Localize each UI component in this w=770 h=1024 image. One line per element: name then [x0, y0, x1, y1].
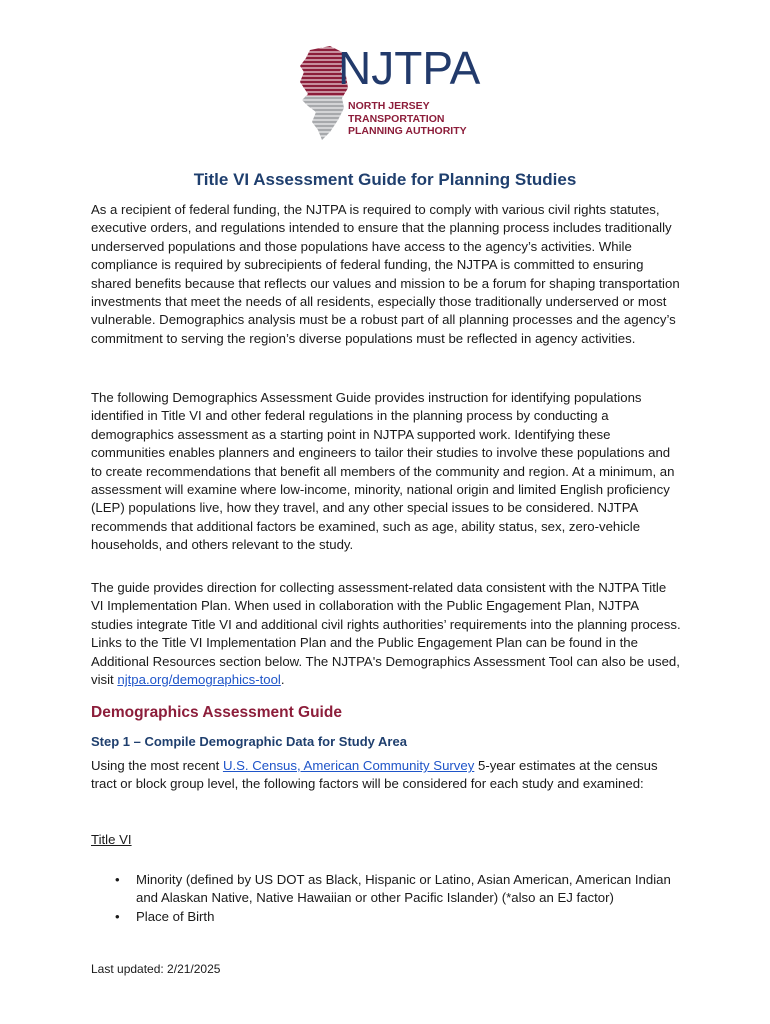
page-title: Title VI Assessment Guide for Planning Studies	[193, 170, 577, 189]
last-updated-footer: Last updated: 2/21/2025	[91, 962, 221, 976]
section-heading: Demographics Assessment Guide	[91, 704, 342, 721]
paragraph-end: .	[280, 672, 285, 688]
paragraph-text: The guide provides direction for collecting assessment-related data consistent with the NJTPA Title VI Implementation Plan. When used in collaboration with the Public Engagement Plan, NJTPA studies integrate Title VI and additional civil rights authorities’ requirements into the planning process. Links to the Title VI Implementation Plan and the Public Engagement Plan can be found in the Additional Resources section below. The NJTPA's Demographics Assessment Tool can also be used, visit	[91, 580, 681, 688]
step-text-pre: Using the most recent	[91, 758, 223, 773]
step-paragraph	[91, 757, 681, 794]
census-acs-link[interactable]: U.S. Census, American Community Survey	[222, 758, 475, 773]
list-item	[91, 871, 691, 908]
bullet-icon: •	[115, 908, 120, 924]
factor-list	[91, 871, 691, 926]
logo-subtitle	[348, 100, 488, 138]
list-item	[91, 908, 691, 926]
step-text-post: 5-year estimates at the census tract or block group level, the following factors will be considered for each study and examined:	[91, 758, 658, 792]
guide-direction-paragraph	[91, 579, 681, 689]
logo-wordmark: NJTPA	[338, 42, 481, 94]
logo-subtitle-line: PLANNING AUTHORITY	[348, 125, 467, 137]
bullet-icon: •	[115, 872, 120, 887]
logo-subtitle-line: NORTH JERSEY	[348, 100, 430, 112]
step-heading: Step 1 – Compile Demographic Data for Study Area	[91, 734, 407, 749]
demographics-tool-link[interactable]: njtpa.org/demographics-tool	[117, 672, 281, 688]
logo-subtitle-line: TRANSPORTATION	[348, 112, 445, 125]
intro-paragraph: As a recipient of federal funding, the NJTPA is required to comply with various civil rights statutes, executive orders, and regulations intended to ensure that the planning process includes traditionally underserved populations and those populations have access to the agency’s activities. While compliance is required by subrecipients of federal funding, the NJTPA is committed to ensuring shared benefits because that reflects our values and mission to be a forum for shaping transportation investments that meet the needs of all residents, especially those traditionally underserved or most vulnerable. Demographics analysis must be a robust part of all planning processes and the agency’s commitment to serving the region’s diverse populations must be reflected in agency activities.	[91, 202, 680, 346]
list-item-text: Place of Birth	[136, 908, 215, 924]
njtpa-logo	[290, 42, 490, 142]
list-item-text: Minority (defined by US DOT as Black, Hispanic or Latino, Asian American, American Indian and Alaskan Native, Native Hawaiian or other Pacific Islander) (*also an EJ factor)	[136, 872, 671, 906]
guide-description-paragraph: The following Demographics Assessment Guide provides instruction for identifying populations identified in Title VI and other federal regulations in the planning process by conducting a demographics assessment as a starting point in NJTPA supported work. Identifying these communities enables planners and engineers to tailor their studies to involve these populations and to create recommendations that benefit all members of the community and region. At a minimum, an assessment will examine where low-income, minority, national origin and limited English proficiency (LEP) populations live, how they travel, and any other special issues to be considered. NJTPA recommends that additional factors be examined, such as age, ability status, sex, zero-vehicle households, and others relevant to the study.	[91, 390, 675, 553]
title-vi-subheading: Title VI	[91, 832, 132, 847]
